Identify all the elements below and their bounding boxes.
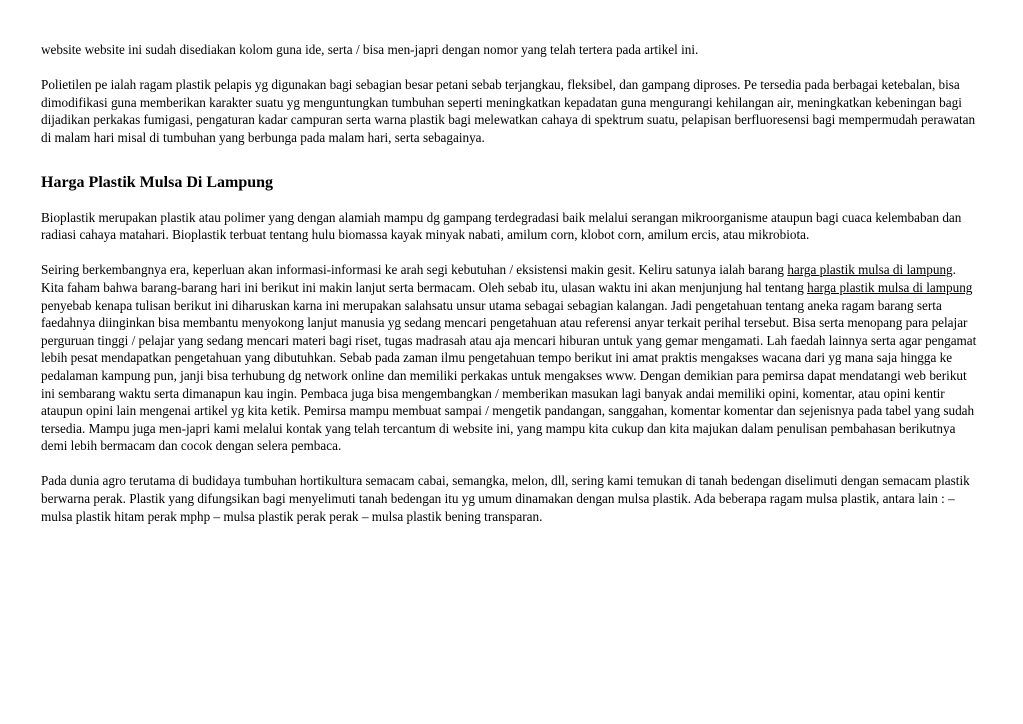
paragraph-informasi (41, 261, 981, 455)
paragraph-text: penyebab kenapa tulisan berikut ini diharuskan karna ini merupakan salahsatu unsur utama sebagai sebagian kalangan. Jadi pengetahuan tentang aneka ragam barang serta faedahnya diinginkan bisa membantu menyokong lanjut manusia yg sedang mencari pengetahuan atau referensi anyar terkait perihal tersebut. Bisa serta menopang para pelajar perguruan tinggi / pelajar yang sedang mencari materi bagi riset, tugas madrasah atau aja mencari hiburan untuk yang gemar mengamati. Lah faedah lainnya serta agar pengamat lebih pesat mendapatkan pengetahuan yang dibutuhkan. Sebab pada zaman ilmu pengetahuan tempo berikut ini amat praktis mengakses wacana dari yg mana saja hingga ke pedalaman kampung pun, janji bisa terhubung dg network online dan memiliki perkakas untuk mengakses www. Dengan demikian para pemirsa dapat mendatangi web berikut ini sembarang waktu serta dimanapun kau ingin. Pembaca juga bisa mengembangkan / memberikan masukan lagi banyak andai memiliki opini, komentar, atau opini kentir ataupun opini lain mengenai artikel yg kita ketik. Pemirsa mampu membuat sampai / mengetik pandangan, sanggahan, komentar komentar dan sejenisnya pada tabel yang sudah tersedia. Mampu juga men-japri kami melalui kontak yang telah tercantum di website ini, yang mampu kita cukup dan kita majukan dalam penulisan pembahasan berikutnya demi lebih bermacam dan cocok dengan selera pembaca. (41, 297, 977, 454)
harga-plastik-link[interactable]: harga plastik mulsa di lampung (787, 262, 953, 278)
document-body (41, 41, 981, 543)
harga-plastik-link[interactable]: harga plastik mulsa di lampung (807, 279, 973, 295)
paragraph-text: . Kita faham bahwa barang-barang hari ini berikut ini makin lanjut serta bermacam. Oleh sebab itu, ulasan waktu ini akan menjunjung hal tentang (41, 262, 956, 295)
paragraph-bioplastik: Bioplastik merupakan plastik atau polimer yang dengan alamiah mampu dg gampang terdegradasi baik melalui serangan mikroorganisme ataupun bagi cuaca kelembaban dan radiasi cahaya matahari. Bioplastik terbuat tentang hulu biomassa kayak minyak nabati, amilum corn, klobot corn, amilum ercis, atau mikrobiota. (41, 209, 962, 243)
paragraph-agro: Pada dunia agro terutama di budidaya tumbuhan hortikultura semacam cabai, semangka, melon, dll, sering kami temukan di tanah bedengan diselimuti dengan semacam plastik berwarna perak. Plastik yang difungsikan bagi menyelimuti tanah bedengan itu yg umum dinamakan dengan mulsa plastik. Ada beberapa ragam mulsa plastik, antara lain : – mulsa plastik hitam perak mphp – mulsa plastik perak perak – mulsa plastik bening transparan. (41, 473, 970, 524)
paragraph-polietilen: Polietilen pe ialah ragam plastik pelapis yg digunakan bagi sebagian besar petani sebab terjangkau, fleksibel, dan gampang diproses. Pe tersedia pada berbagai ketebalan, bisa dimodifikasi guna memberikan karakter suatu yg menguntungkan tumbuhan seperti meningkatkan kepadatan guna mengurangi kehilangan air, meningkatkan kebeningan bagi dijadikan perkakas fumigasi, pengaturan kadar campuran serta warna plastik bagi melewatkan cahaya di spektrum suatu, pelapisan berfluoresensi bagi mempermudah perawatan di malam hari misal di tumbuhan yang berbunga pada malam hari, serta sebagainya. (41, 77, 976, 145)
paragraph-intro: website website ini sudah disediakan kolom guna ide, serta / bisa men-japri dengan nomor yang telah tertera pada artikel ini. (41, 42, 699, 57)
section-heading: Harga Plastik Mulsa Di Lampung (41, 173, 274, 191)
paragraph-text: Seiring berkembangnya era, keperluan akan informasi-informasi ke arah segi kebutuhan / eksistensi makin gesit. Keliru satunya ialah barang (41, 262, 788, 278)
